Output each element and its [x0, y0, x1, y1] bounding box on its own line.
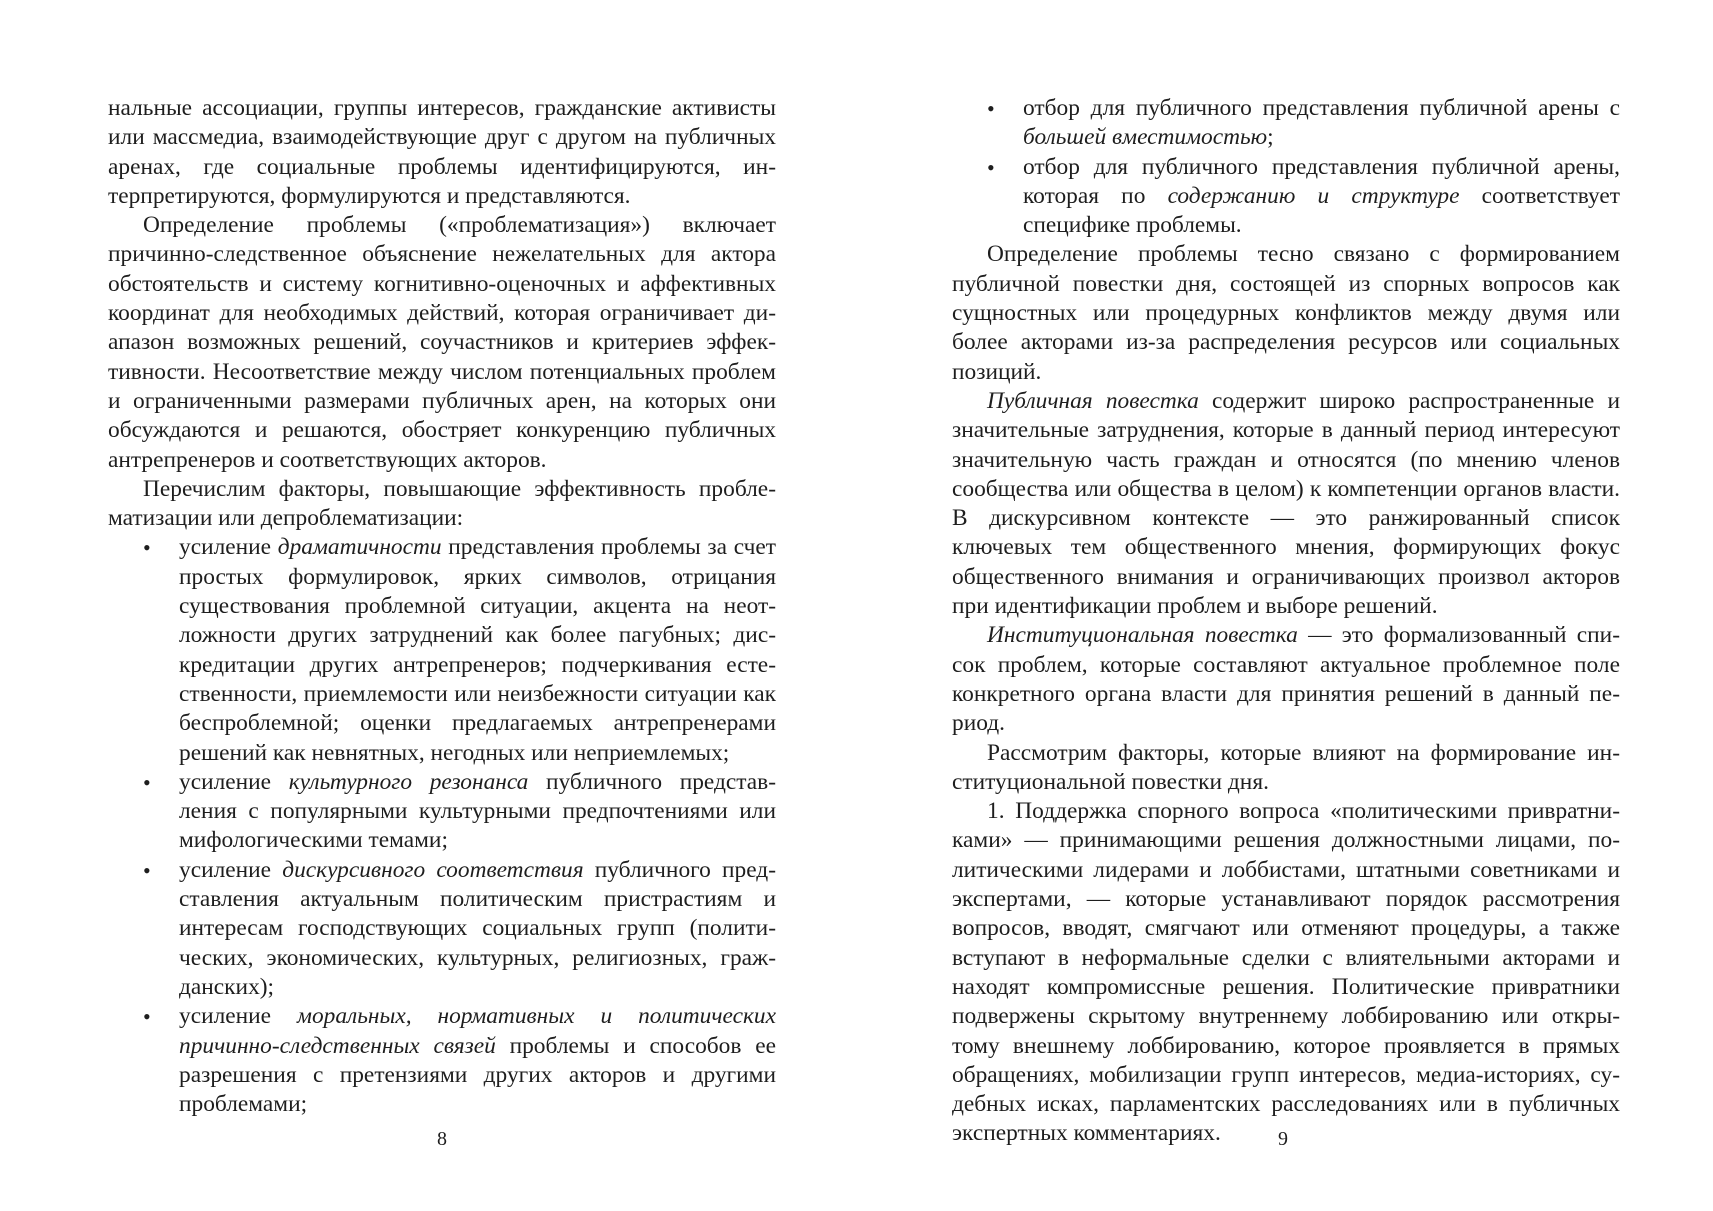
- list-item: • усиление моральных, нормативных и политических причинно-следственных связей проблемы и способов ее разрешения с претензиями других акторов и другими проблемами;: [179, 1002, 776, 1119]
- list-item: • усиление драматичности представления проблемы за счет простых формулировок, ярких символов, отрицания существования проблемной ситуации, акцента на неотложности других затруднений как более пагубных; дискредитации других антрепренеров; подчеркивания естественности, приемлемости или неизбежности ситуации как беспроблемной; оценки предлагаемых антрепренерами решений как невнятных, негодных или неприемлемых;: [179, 533, 776, 767]
- left-text-column: [108, 94, 776, 1119]
- list-item: • усиление культурного резонанса публичного представления с популярными культурными предпочтениями или мифологическими темами;: [179, 768, 776, 856]
- paragraph: Определение проблемы («проблематизация») включает причинно-следственное объяснение нежелательных для актора обстоятельств и систему когнитивно-оценочных и аффективных координат для необходимых действий, которая ограничивает диапазон возможных решений, соучастников и критериев эффективности. Несоответствие между числом потенциальных проблем и ограниченными размерами публичных арен, на которых они обсуждаются и решаются, обостряет конкуренцию публичных антрепренеров и соответствующих акторов.: [108, 212, 776, 473]
- page-number: 9: [1278, 1128, 1288, 1150]
- right-text-column: [952, 94, 1620, 1149]
- factor-list: [108, 533, 776, 1119]
- paragraph: Перечислим факторы, повышающие эффективность проблематизации или депроблематизации:: [108, 475, 776, 532]
- page-number: 8: [437, 1128, 447, 1150]
- paragraph: Институциональная повестка — это формализованный список проблем, которые составляют актуальное проблемное поле конкретного органа власти для принятия решений в данный период.: [952, 622, 1620, 737]
- paragraph: Публичная повестка содержит широко распространенные и значительные затруднения, которые в данный период интересуют значительную часть граждан и относятся (по мнению членов сообщества или общества в целом) к компетенции органов власти. В дискурсивном контексте — это ранжированный список ключевых тем общественного мнения, формирующих фокус общественного внимания и ограничивающих произвол акторов при идентификации проблем и выборе решений.: [952, 387, 1620, 620]
- list-item: • отбор для публичного представления публичной арены, которая по содержанию и структуре соответствует специфике проблемы.: [1023, 153, 1620, 241]
- paragraph: Определение проблемы тесно связано с формированием публичной повестки дня, состоящей из спорных вопросов как сущностных или процедурных конфликтов между двумя или более акторами из-за распределения ресурсов или социальных позиций.: [952, 241, 1620, 385]
- paragraph: Рассмотрим факторы, которые влияют на формирование институциональной повестки дня.: [952, 739, 1620, 795]
- list-item: • отбор для публичного представления публичной арены с большей вместимостью;: [1023, 94, 1620, 153]
- right-page: [856, 0, 1713, 1211]
- list-item: • усиление дискурсивного соответствия публичного представления актуальным политическим пристрастиям и интересам господствующих социальных групп (политических, экономических, культурных, религиозных, гражданских);: [179, 856, 776, 1002]
- factor-list: [952, 94, 1620, 240]
- paragraph: нальные ассоциации, группы интересов, гражданские активисты или массмедиа, взаимодействующие друг с другом на публичных аренах, где социальные проблемы идентифицируются, интерпретируются, формулируются и представляются.: [108, 95, 776, 209]
- paragraph: 1. Поддержка спорного вопроса «политическими привратниками» — принимающими решения должностными лицами, политическими лидерами и лоббистами, штатными советниками и экспертами, — которые устанавливают порядок рассмотрения вопросов, вводят, смягчают или отменяют процедуры, а также вступают в неформальные сделки с влиятельными акторами и находят компромиссные решения. Политические привратники подвержены скрытому внутреннему лоббированию или открытому внешнему лоббированию, которое проявляется в прямых обращениях, мобилизации групп интересов, медиа-историях, судебных исках, парламентских расследованиях или в публичных экспертных комментариях.: [952, 798, 1620, 1147]
- left-page: [0, 0, 856, 1211]
